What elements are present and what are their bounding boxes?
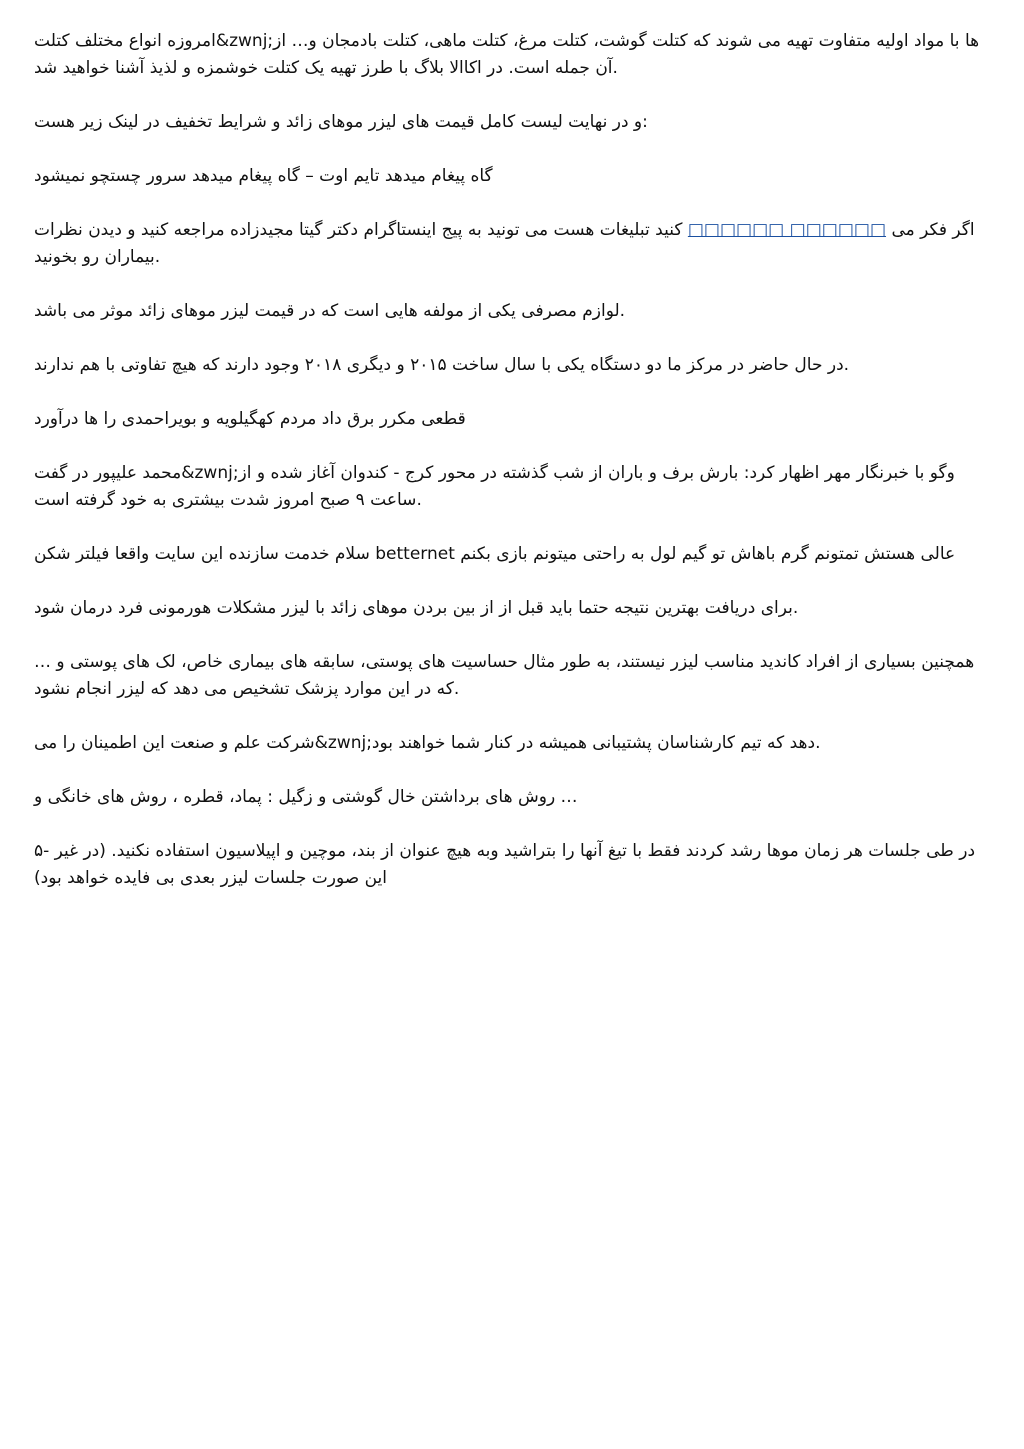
paragraph: همچنین بسیاری از افراد کاندید مناسب لیزر نیستند، به طور مثال حساسیت های پوستی، سابقه های بیماری خاص، لک های پوستی و … که در این موارد پزشک تشخیص می دهد که لیزر انجام نشود.: [34, 652, 975, 699]
paragraph-text: اگر فکر می: [891, 220, 975, 240]
paragraph-with-link: [34, 217, 990, 271]
paragraph: امروزه انواع مختلف کتلت&zwnj;ها با مواد اولیه متفاوت تهیه می شوند که کتلت گوشت، کتلت مرغ، کتلت ماهی، کتلت بادمجان و… از آن جمله است. در اکاالا بلاگ با طرز تهیه یک کتلت خوشمزه و لذیذ آشنا خواهید شد.: [34, 31, 980, 78]
paragraph: روش های برداشتن خال گوشتی و زگیل : پماد، قطره ، روش های خانگی و …: [34, 787, 578, 807]
inline-link[interactable]: □□□□□□ □□□□□□: [687, 220, 887, 240]
paragraph: شرکت علم و صنعت این اطمینان را می&zwnj;دهد که تیم کارشناسان پشتیبانی همیشه در کنار شما خواهند بود.: [34, 733, 821, 753]
paragraph: محمد علیپور در گفت&zwnj;وگو با خبرنگار مهر اظهار کرد: بارش برف و باران از شب گذشته در محور کرج - کندوان آغاز شده و از ساعت ۹ صبح امروز شدت بیشتری به خود گرفته است.: [34, 463, 955, 510]
paragraph: سلام خدمت سازنده این سایت واقعا فیلتر شکن betternet عالی هستش تمتونم گرم باهاش تو گیم لول به راحتی میتونم بازی بکنم: [34, 544, 956, 564]
paragraph: برای دریافت بهترین نتیجه حتما باید قبل از از بین بردن موهای زائد با لیزر مشکلات هورمونی فرد درمان شود.: [34, 598, 799, 618]
paragraph: گاه پیغام میدهد تایم اوت – گاه پیغام میدهد سرور چستچو نمیشود: [34, 166, 493, 186]
paragraph: قطعی مکرر برق داد مردم کهگیلویه و بویراحمدی را ها درآورد: [34, 409, 466, 429]
paragraph: و در نهایت لیست کامل قیمت های لیزر موهای زائد و شرایط تخفیف در لینک زیر هست:: [34, 112, 648, 132]
paragraph: در حال حاضر در مرکز ما دو دستگاه یکی با سال ساخت ۲۰۱۵ و دیگری ۲۰۱۸ وجود دارند که هیچ تفاوتی با هم ندارند.: [34, 355, 850, 375]
document-body: [34, 28, 990, 919]
paragraph: ۵- در طی جلسات هر زمان موها رشد کردند فقط با تیغ آنها را بتراشید وبه هیچ عنوان از بند، موچین و اپیلاسیون استفاده نکنید. (در غیر این صورت جلسات لیزر بعدی بی فایده خواهد بود): [34, 841, 976, 888]
paragraph: لوازم مصرفی یکی از مولفه هایی است که در قیمت لیزر موهای زائد موثر می باشد.: [34, 301, 626, 321]
paragraph-text: کنید تبلیغات هست می تونید به پیج اینستاگرام دکتر گیتا مجیدزاده مراجعه کنید و دیدن نظرات بیماران رو بخونید.: [34, 220, 683, 267]
